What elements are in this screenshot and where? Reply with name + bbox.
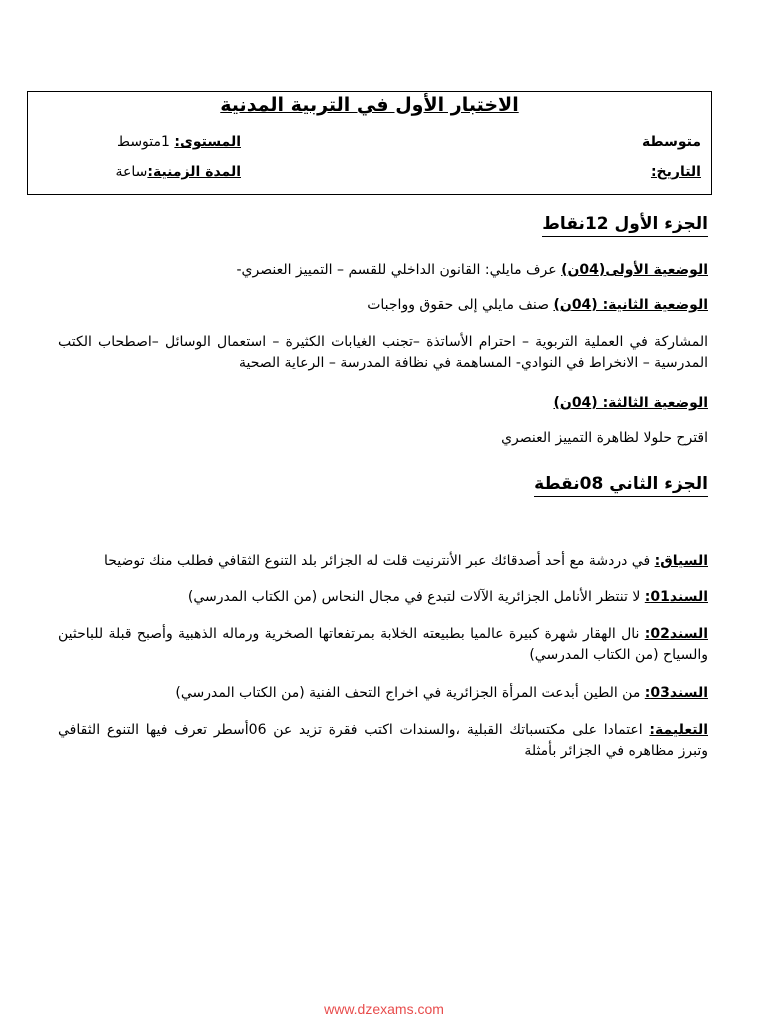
- situation2: [58, 297, 708, 313]
- situation2-text: صنف مايلي إلى حقوق وواجبات: [367, 297, 554, 313]
- situation3-label: الوضعية الثالثة: (04ن): [553, 395, 708, 411]
- part1-title: الجزء الأول 12نقاط: [542, 214, 708, 237]
- duration-field: [116, 164, 241, 180]
- situation1-text: عرف مايلي: القانون الداخلي للقسم – التمييز العنصري-: [236, 262, 562, 278]
- date-field: [651, 164, 701, 180]
- situation1-label: الوضعية الأولى(04ن): [561, 262, 708, 278]
- document-2-label: السند02:: [644, 626, 708, 642]
- instruction-text: اعتمادا على مكتسباتك القبلية ،والسندات اكتب فقرة تزيد عن 06أسطر تعرف فيها التنوع الثقافي وتبرز مظاهره في الجزائر بأمثلة: [58, 722, 708, 759]
- situation2-items: المشاركة في العملية التربوية – احترام الأساتذة –تجنب الغيابات الكثيرة – استعمال الوسائل –اصطحاب الكتب المدرسية – الانخراط في النوادي- المساهمة في نظافة المدرسة – الرعاية الصحية: [58, 334, 708, 371]
- duration-label: المدة الزمنية:: [147, 164, 241, 180]
- document-3-text: من الطين أبدعت المرأة الجزائرية في اخراج التحف الفنية (من الكتاب المدرسي): [175, 685, 645, 701]
- document-3: [58, 685, 708, 701]
- situation3-text: اقترح حلولا لظاهرة التمييز العنصري: [501, 430, 708, 446]
- part2-title: الجزء الثاني 08نقطة: [534, 474, 708, 497]
- situation2-label: الوضعية الثانية: (04ن): [553, 297, 708, 313]
- context-label: السياق:: [654, 553, 708, 569]
- document-2-text: نال الهقار شهرة كبيرة عالميا بطبيعته الخلابة بمرتفعاتها الصخرية ورماله الذهبية وأصبح قبلة للباحثين والسياح (من الكتاب المدرسي): [58, 626, 708, 663]
- instruction: [58, 720, 708, 762]
- document-1-text: لا تنتظر الأنامل الجزائرية الآلات لتبدع في مجال النحاس (من الكتاب المدرسي): [187, 589, 645, 605]
- document-3-label: السند03:: [644, 685, 708, 701]
- situation3: [58, 395, 708, 411]
- document-1: [58, 589, 708, 605]
- exam-header-box: [27, 91, 712, 195]
- level-value: 1متوسط: [117, 134, 170, 150]
- document-1-label: السند01:: [644, 589, 708, 605]
- document-2: [58, 624, 708, 666]
- footer-watermark: www.dzexams.com: [324, 1001, 444, 1017]
- context-text: في دردشة مع أحد أصدقائك عبر الأنترنيت قلت له الجزائر بلد التنوع الثقافي فطلب منك توضيحا: [104, 553, 655, 569]
- instruction-label: التعليمة:: [649, 722, 708, 738]
- context: [58, 553, 708, 569]
- duration-value: ساعة: [115, 164, 148, 180]
- date-label: التاريخ:: [650, 164, 701, 180]
- level-label: المستوى:: [174, 134, 241, 150]
- level-field: [117, 134, 241, 150]
- situation1: [58, 262, 708, 278]
- school-field: [642, 134, 701, 150]
- exam-title: الاختبار الأول في التربية المدنية: [220, 94, 519, 116]
- school-label: متوسطة: [641, 134, 701, 150]
